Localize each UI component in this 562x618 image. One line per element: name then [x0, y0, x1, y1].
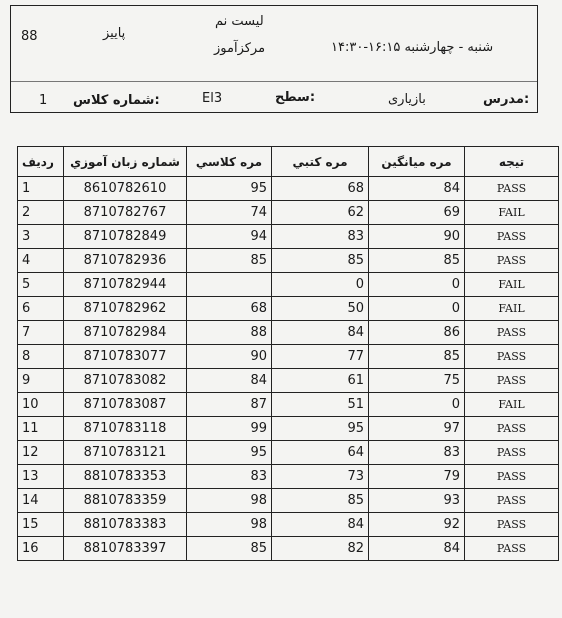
cell-result: FAIL: [465, 273, 559, 297]
table-row: [18, 417, 559, 441]
table-row: [18, 369, 559, 393]
course-number: 88: [21, 29, 38, 44]
cell-student-id: 8710783087: [64, 393, 187, 417]
cell-row-number: 3: [18, 225, 64, 249]
cell-row-number: 10: [18, 393, 64, 417]
cell-result: PASS: [465, 537, 559, 561]
teacher-value: بازیاری: [388, 92, 426, 107]
cell-written-grade: 83: [272, 225, 369, 249]
cell-midterm-grade: 85: [369, 345, 465, 369]
cell-written-grade: 61: [272, 369, 369, 393]
cell-midterm-grade: 84: [369, 177, 465, 201]
col-header-class-grade: مره كلاسي: [187, 147, 272, 177]
cell-student-id: 8710783077: [64, 345, 187, 369]
cell-result: PASS: [465, 513, 559, 537]
cell-midterm-grade: 90: [369, 225, 465, 249]
cell-written-grade: 50: [272, 297, 369, 321]
table-row: [18, 465, 559, 489]
cell-student-id: 8810783353: [64, 465, 187, 489]
cell-student-id: 8710782962: [64, 297, 187, 321]
cell-midterm-grade: 86: [369, 321, 465, 345]
cell-class-grade: 95: [187, 441, 272, 465]
cell-midterm-grade: 84: [369, 537, 465, 561]
cell-result: PASS: [465, 321, 559, 345]
cell-midterm-grade: 79: [369, 465, 465, 489]
cell-student-id: 8810783359: [64, 489, 187, 513]
cell-written-grade: 84: [272, 513, 369, 537]
grades-table: [17, 146, 559, 561]
cell-student-id: 8710782944: [64, 273, 187, 297]
cell-class-grade: 85: [187, 249, 272, 273]
cell-midterm-grade: 75: [369, 369, 465, 393]
cell-class-grade: 98: [187, 513, 272, 537]
cell-result: FAIL: [465, 297, 559, 321]
cell-result: PASS: [465, 249, 559, 273]
schedule-text: شنبه - چهارشنبه ۱۶:۱۵-۱۴:۳۰: [331, 40, 494, 55]
cell-written-grade: 77: [272, 345, 369, 369]
cell-row-number: 13: [18, 465, 64, 489]
cell-student-id: 8710783118: [64, 417, 187, 441]
cell-row-number: 12: [18, 441, 64, 465]
table-row: [18, 225, 559, 249]
cell-midterm-grade: 85: [369, 249, 465, 273]
cell-result: FAIL: [465, 393, 559, 417]
cell-result: FAIL: [465, 201, 559, 225]
cell-midterm-grade: 0: [369, 297, 465, 321]
cell-class-grade: 68: [187, 297, 272, 321]
cell-row-number: 11: [18, 417, 64, 441]
cell-midterm-grade: 0: [369, 273, 465, 297]
cell-written-grade: 82: [272, 537, 369, 561]
cell-class-grade: 99: [187, 417, 272, 441]
cell-class-grade: 83: [187, 465, 272, 489]
cell-row-number: 8: [18, 345, 64, 369]
cell-class-grade: [187, 273, 272, 297]
cell-row-number: 2: [18, 201, 64, 225]
cell-row-number: 9: [18, 369, 64, 393]
cell-row-number: 6: [18, 297, 64, 321]
cell-result: PASS: [465, 489, 559, 513]
level-value: El3: [202, 91, 223, 106]
cell-written-grade: 51: [272, 393, 369, 417]
table-row: [18, 513, 559, 537]
teacher-label: مدرس:: [483, 92, 530, 107]
cell-class-grade: 85: [187, 537, 272, 561]
table-row: [18, 273, 559, 297]
table-row: [18, 441, 559, 465]
table-row: [18, 321, 559, 345]
cell-row-number: 15: [18, 513, 64, 537]
cell-written-grade: 0: [272, 273, 369, 297]
cell-result: PASS: [465, 417, 559, 441]
cell-student-id: 8710782849: [64, 225, 187, 249]
col-header-result: تيجه: [465, 147, 559, 177]
table-row: [18, 249, 559, 273]
cell-student-id: 8810783397: [64, 537, 187, 561]
cell-row-number: 4: [18, 249, 64, 273]
cell-student-id: 8810783383: [64, 513, 187, 537]
cell-row-number: 5: [18, 273, 64, 297]
cell-written-grade: 73: [272, 465, 369, 489]
class-number-value: 1: [39, 93, 48, 108]
table-row: [18, 537, 559, 561]
cell-class-grade: 74: [187, 201, 272, 225]
level-label: سطح:: [275, 90, 316, 105]
table-row: [18, 393, 559, 417]
cell-class-grade: 87: [187, 393, 272, 417]
cell-student-id: 8710783121: [64, 441, 187, 465]
cell-class-grade: 88: [187, 321, 272, 345]
cell-student-id: 8710782984: [64, 321, 187, 345]
cell-student-id: 8710782936: [64, 249, 187, 273]
cell-written-grade: 68: [272, 177, 369, 201]
cell-row-number: 7: [18, 321, 64, 345]
cell-student-id: 8710782767: [64, 201, 187, 225]
cell-midterm-grade: 97: [369, 417, 465, 441]
cell-midterm-grade: 83: [369, 441, 465, 465]
class-info-header: [10, 5, 538, 113]
cell-row-number: 1: [18, 177, 64, 201]
cell-midterm-grade: 69: [369, 201, 465, 225]
table-header-row: [18, 147, 559, 177]
col-header-written-grade: مره كتبي: [272, 147, 369, 177]
cell-class-grade: 98: [187, 489, 272, 513]
table-row: [18, 345, 559, 369]
season-label: پاییز: [103, 26, 126, 41]
cell-class-grade: 90: [187, 345, 272, 369]
col-header-row: ردیف: [18, 147, 64, 177]
cell-result: PASS: [465, 177, 559, 201]
cell-class-grade: 94: [187, 225, 272, 249]
cell-written-grade: 85: [272, 489, 369, 513]
header-divider: [11, 81, 537, 82]
cell-midterm-grade: 92: [369, 513, 465, 537]
cell-written-grade: 95: [272, 417, 369, 441]
col-header-midterm-grade: مره ميانگين: [369, 147, 465, 177]
cell-result: PASS: [465, 369, 559, 393]
cell-result: PASS: [465, 225, 559, 249]
cell-student-id: 8610782610: [64, 177, 187, 201]
cell-class-grade: 95: [187, 177, 272, 201]
cell-result: PASS: [465, 441, 559, 465]
cell-row-number: 16: [18, 537, 64, 561]
cell-midterm-grade: 0: [369, 393, 465, 417]
cell-result: PASS: [465, 345, 559, 369]
cell-result: PASS: [465, 465, 559, 489]
cell-row-number: 14: [18, 489, 64, 513]
table-row: [18, 489, 559, 513]
cell-midterm-grade: 93: [369, 489, 465, 513]
table-row: [18, 297, 559, 321]
grades-table-body: [18, 177, 559, 561]
cell-written-grade: 84: [272, 321, 369, 345]
col-header-student-id: شماره زبان آموزي: [64, 147, 187, 177]
center-label: مرکزآموز: [214, 41, 266, 56]
cell-class-grade: 84: [187, 369, 272, 393]
list-title: لیست نم: [215, 14, 264, 29]
cell-written-grade: 64: [272, 441, 369, 465]
cell-student-id: 8710783082: [64, 369, 187, 393]
class-number-label: شماره کلاس:: [73, 93, 160, 108]
cell-written-grade: 85: [272, 249, 369, 273]
table-row: [18, 201, 559, 225]
cell-written-grade: 62: [272, 201, 369, 225]
table-row: [18, 177, 559, 201]
